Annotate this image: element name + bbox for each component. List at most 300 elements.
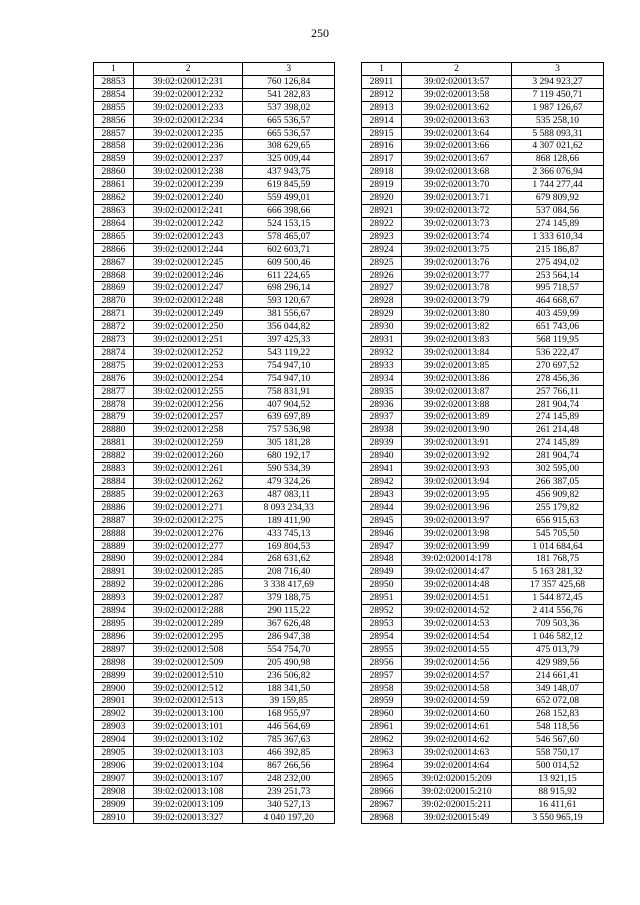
cadastral-value: 433 745,13 bbox=[243, 527, 335, 540]
row-number: 28946 bbox=[362, 527, 402, 540]
table-row bbox=[94, 204, 335, 217]
cadastral-value: 188 341,50 bbox=[243, 682, 335, 695]
cadastral-value: 257 766,11 bbox=[512, 385, 604, 398]
row-number: 28860 bbox=[94, 166, 134, 179]
table-row bbox=[362, 682, 604, 695]
cadastral-value: 1 544 872,45 bbox=[512, 592, 604, 605]
cadastral-value: 325 009,44 bbox=[243, 153, 335, 166]
cadastral-value: 593 120,67 bbox=[243, 295, 335, 308]
row-number: 28871 bbox=[94, 308, 134, 321]
row-number: 28940 bbox=[362, 450, 402, 463]
table-row bbox=[94, 643, 335, 656]
column-header-1: 1 bbox=[94, 63, 134, 76]
table-row bbox=[94, 772, 335, 785]
cadastral-number: 39:02:020014:58 bbox=[402, 682, 512, 695]
row-number: 28865 bbox=[94, 230, 134, 243]
table-row bbox=[362, 656, 604, 669]
row-number: 28925 bbox=[362, 256, 402, 269]
cadastral-value: 559 499,01 bbox=[243, 192, 335, 205]
cadastral-value: 1 744 277,44 bbox=[512, 179, 604, 192]
cadastral-number: 39:02:020013:97 bbox=[402, 514, 512, 527]
cadastral-number: 39:02:020015:209 bbox=[402, 772, 512, 785]
row-number: 28893 bbox=[94, 592, 134, 605]
cadastral-value: 867 266,56 bbox=[243, 759, 335, 772]
table-row bbox=[94, 256, 335, 269]
cadastral-value: 274 145,89 bbox=[512, 217, 604, 230]
table-row bbox=[362, 398, 604, 411]
cadastral-number: 39:02:020012:512 bbox=[133, 682, 243, 695]
table-row bbox=[362, 204, 604, 217]
cadastral-number: 39:02:020012:295 bbox=[133, 630, 243, 643]
cadastral-number: 39:02:020012:509 bbox=[133, 656, 243, 669]
cadastral-value: 340 527,13 bbox=[243, 798, 335, 811]
row-number: 28954 bbox=[362, 630, 402, 643]
cadastral-value: 290 115,22 bbox=[243, 605, 335, 618]
cadastral-value: 270 697,52 bbox=[512, 359, 604, 372]
cadastral-number: 39:02:020014:47 bbox=[402, 566, 512, 579]
row-number: 28897 bbox=[94, 643, 134, 656]
cadastral-value: 1 046 582,12 bbox=[512, 630, 604, 643]
cadastral-number: 39:02:020012:235 bbox=[133, 127, 243, 140]
cadastral-number: 39:02:020012:513 bbox=[133, 695, 243, 708]
cadastral-value: 1 333 610,34 bbox=[512, 230, 604, 243]
cadastral-value: 609 500,46 bbox=[243, 256, 335, 269]
table-header-row bbox=[94, 63, 335, 76]
row-number: 28926 bbox=[362, 269, 402, 282]
table-row bbox=[362, 540, 604, 553]
cadastral-value: 4 307 021,62 bbox=[512, 140, 604, 153]
cadastral-number: 39:02:020012:510 bbox=[133, 669, 243, 682]
column-header-3: 3 bbox=[243, 63, 335, 76]
cadastral-number: 39:02:020013:89 bbox=[402, 411, 512, 424]
cadastral-value: 558 750,17 bbox=[512, 747, 604, 760]
row-number: 28949 bbox=[362, 566, 402, 579]
table-row bbox=[362, 424, 604, 437]
table-row bbox=[362, 527, 604, 540]
table-row bbox=[362, 721, 604, 734]
table-row bbox=[362, 256, 604, 269]
row-number: 28916 bbox=[362, 140, 402, 153]
cadastral-number: 39:02:020013:95 bbox=[402, 488, 512, 501]
row-number: 28912 bbox=[362, 88, 402, 101]
cadastral-value: 205 490,98 bbox=[243, 656, 335, 669]
row-number: 28886 bbox=[94, 501, 134, 514]
cadastral-value: 666 398,66 bbox=[243, 204, 335, 217]
cadastral-number: 39:02:020012:508 bbox=[133, 643, 243, 656]
cadastral-number: 39:02:020012:256 bbox=[133, 398, 243, 411]
table-header-row bbox=[362, 63, 604, 76]
row-number: 28928 bbox=[362, 295, 402, 308]
cadastral-number: 39:02:020013:90 bbox=[402, 424, 512, 437]
row-number: 28878 bbox=[94, 398, 134, 411]
cadastral-number: 39:02:020013:98 bbox=[402, 527, 512, 540]
cadastral-value: 709 503,36 bbox=[512, 617, 604, 630]
cadastral-number: 39:02:020013:96 bbox=[402, 501, 512, 514]
cadastral-number: 39:02:020012:238 bbox=[133, 166, 243, 179]
row-number: 28863 bbox=[94, 204, 134, 217]
row-number: 28880 bbox=[94, 424, 134, 437]
table-row bbox=[94, 321, 335, 334]
cadastral-number: 39:02:020014:60 bbox=[402, 708, 512, 721]
row-number: 28937 bbox=[362, 411, 402, 424]
table-row bbox=[94, 747, 335, 760]
row-number: 28876 bbox=[94, 372, 134, 385]
row-number: 28959 bbox=[362, 695, 402, 708]
cadastral-number: 39:02:020014:52 bbox=[402, 605, 512, 618]
cadastral-number: 39:02:020012:234 bbox=[133, 114, 243, 127]
row-number: 28918 bbox=[362, 166, 402, 179]
cadastral-value: 248 232,00 bbox=[243, 772, 335, 785]
table-row bbox=[94, 501, 335, 514]
cadastral-number: 39:02:020014:62 bbox=[402, 734, 512, 747]
cadastral-value: 568 119,95 bbox=[512, 334, 604, 347]
row-number: 28947 bbox=[362, 540, 402, 553]
cadastral-number: 39:02:020013:107 bbox=[133, 772, 243, 785]
cadastral-number: 39:02:020013:100 bbox=[133, 708, 243, 721]
cadastral-value: 236 506,82 bbox=[243, 669, 335, 682]
cadastral-number: 39:02:020013:91 bbox=[402, 437, 512, 450]
cadastral-value: 39 159,85 bbox=[243, 695, 335, 708]
cadastral-value: 268 152,83 bbox=[512, 708, 604, 721]
cadastral-number: 39:02:020012:288 bbox=[133, 605, 243, 618]
table-row bbox=[362, 192, 604, 205]
table-row bbox=[94, 437, 335, 450]
row-number: 28933 bbox=[362, 359, 402, 372]
table-row bbox=[94, 75, 335, 88]
cadastral-value: 524 153,15 bbox=[243, 217, 335, 230]
cadastral-value: 8 093 234,33 bbox=[243, 501, 335, 514]
row-number: 28938 bbox=[362, 424, 402, 437]
cadastral-number: 39:02:020012:243 bbox=[133, 230, 243, 243]
cadastral-number: 39:02:020013:64 bbox=[402, 127, 512, 140]
cadastral-value: 261 214,48 bbox=[512, 424, 604, 437]
table-row bbox=[94, 669, 335, 682]
cadastral-number: 39:02:020012:254 bbox=[133, 372, 243, 385]
cadastral-value: 281 904,74 bbox=[512, 450, 604, 463]
table-row bbox=[94, 398, 335, 411]
cadastral-number: 39:02:020013:67 bbox=[402, 153, 512, 166]
table-row bbox=[94, 759, 335, 772]
cadastral-number: 39:02:020013:73 bbox=[402, 217, 512, 230]
row-number: 28866 bbox=[94, 243, 134, 256]
table-row bbox=[94, 630, 335, 643]
table-row bbox=[94, 579, 335, 592]
row-number: 28922 bbox=[362, 217, 402, 230]
cadastral-value: 546 567,60 bbox=[512, 734, 604, 747]
table-row bbox=[94, 656, 335, 669]
row-number: 28934 bbox=[362, 372, 402, 385]
table-row bbox=[94, 811, 335, 824]
cadastral-value: 407 904,52 bbox=[243, 398, 335, 411]
table-row bbox=[94, 798, 335, 811]
cadastral-number: 39:02:020013:88 bbox=[402, 398, 512, 411]
cadastral-value: 456 909,82 bbox=[512, 488, 604, 501]
cadastral-value: 214 661,41 bbox=[512, 669, 604, 682]
row-number: 28862 bbox=[94, 192, 134, 205]
table-row bbox=[94, 695, 335, 708]
row-number: 28879 bbox=[94, 411, 134, 424]
cadastral-value: 578 465,07 bbox=[243, 230, 335, 243]
cadastral-value: 754 947,10 bbox=[243, 372, 335, 385]
cadastral-value: 760 126,84 bbox=[243, 75, 335, 88]
row-number: 28892 bbox=[94, 579, 134, 592]
data-table-right bbox=[361, 62, 604, 824]
cadastral-number: 39:02:020012:275 bbox=[133, 514, 243, 527]
cadastral-value: 286 947,38 bbox=[243, 630, 335, 643]
table-row bbox=[94, 88, 335, 101]
table-row bbox=[94, 450, 335, 463]
cadastral-value: 500 014,52 bbox=[512, 759, 604, 772]
row-number: 28968 bbox=[362, 811, 402, 824]
cadastral-value: 995 718,57 bbox=[512, 282, 604, 295]
cadastral-value: 785 367,63 bbox=[243, 734, 335, 747]
row-number: 28921 bbox=[362, 204, 402, 217]
cadastral-number: 39:02:020013:77 bbox=[402, 269, 512, 282]
cadastral-number: 39:02:020013:327 bbox=[133, 811, 243, 824]
row-number: 28896 bbox=[94, 630, 134, 643]
cadastral-number: 39:02:020012:277 bbox=[133, 540, 243, 553]
cadastral-number: 39:02:020013:103 bbox=[133, 747, 243, 760]
row-number: 28945 bbox=[362, 514, 402, 527]
cadastral-number: 39:02:020014:59 bbox=[402, 695, 512, 708]
cadastral-value: 239 251,73 bbox=[243, 785, 335, 798]
cadastral-value: 302 595,00 bbox=[512, 463, 604, 476]
row-number: 28951 bbox=[362, 592, 402, 605]
cadastral-value: 381 556,67 bbox=[243, 308, 335, 321]
cadastral-number: 39:02:020014:178 bbox=[402, 553, 512, 566]
table-row bbox=[94, 359, 335, 372]
table-row bbox=[362, 785, 604, 798]
cadastral-number: 39:02:020012:232 bbox=[133, 88, 243, 101]
cadastral-value: 367 626,48 bbox=[243, 617, 335, 630]
cadastral-number: 39:02:020012:250 bbox=[133, 321, 243, 334]
cadastral-number: 39:02:020012:248 bbox=[133, 295, 243, 308]
row-number: 28859 bbox=[94, 153, 134, 166]
table-row bbox=[362, 592, 604, 605]
table-row bbox=[362, 514, 604, 527]
table-row bbox=[362, 114, 604, 127]
column-header-2: 2 bbox=[133, 63, 243, 76]
row-number: 28854 bbox=[94, 88, 134, 101]
cadastral-value: 679 809,92 bbox=[512, 192, 604, 205]
cadastral-number: 39:02:020012:262 bbox=[133, 476, 243, 489]
row-number: 28908 bbox=[94, 785, 134, 798]
row-number: 28907 bbox=[94, 772, 134, 785]
row-number: 28899 bbox=[94, 669, 134, 682]
cadastral-number: 39:02:020014:53 bbox=[402, 617, 512, 630]
cadastral-value: 757 536,98 bbox=[243, 424, 335, 437]
cadastral-value: 3 550 965,19 bbox=[512, 811, 604, 824]
table-row bbox=[362, 101, 604, 114]
row-number: 28904 bbox=[94, 734, 134, 747]
table-row bbox=[94, 476, 335, 489]
table-row bbox=[362, 747, 604, 760]
cadastral-value: 446 564,69 bbox=[243, 721, 335, 734]
row-number: 28895 bbox=[94, 617, 134, 630]
table-row bbox=[362, 88, 604, 101]
cadastral-value: 88 915,92 bbox=[512, 785, 604, 798]
cadastral-number: 39:02:020013:102 bbox=[133, 734, 243, 747]
row-number: 28898 bbox=[94, 656, 134, 669]
row-number: 28902 bbox=[94, 708, 134, 721]
cadastral-value: 5 588 093,31 bbox=[512, 127, 604, 140]
cadastral-number: 39:02:020012:276 bbox=[133, 527, 243, 540]
cadastral-number: 39:02:020013:72 bbox=[402, 204, 512, 217]
row-number: 28923 bbox=[362, 230, 402, 243]
cadastral-value: 536 222,47 bbox=[512, 346, 604, 359]
cadastral-value: 13 921,15 bbox=[512, 772, 604, 785]
cadastral-number: 39:02:020012:260 bbox=[133, 450, 243, 463]
row-number: 28917 bbox=[362, 153, 402, 166]
cadastral-number: 39:02:020012:255 bbox=[133, 385, 243, 398]
row-number: 28882 bbox=[94, 450, 134, 463]
cadastral-number: 39:02:020012:286 bbox=[133, 579, 243, 592]
row-number: 28864 bbox=[94, 217, 134, 230]
cadastral-value: 189 411,90 bbox=[243, 514, 335, 527]
row-number: 28957 bbox=[362, 669, 402, 682]
row-number: 28875 bbox=[94, 359, 134, 372]
cadastral-number: 39:02:020012:263 bbox=[133, 488, 243, 501]
cadastral-value: 215 186,87 bbox=[512, 243, 604, 256]
table-row bbox=[362, 359, 604, 372]
row-number: 28872 bbox=[94, 321, 134, 334]
row-number: 28944 bbox=[362, 501, 402, 514]
cadastral-number: 39:02:020012:231 bbox=[133, 75, 243, 88]
row-number: 28888 bbox=[94, 527, 134, 540]
row-number: 28943 bbox=[362, 488, 402, 501]
table-row bbox=[94, 385, 335, 398]
row-number: 28962 bbox=[362, 734, 402, 747]
row-number: 28869 bbox=[94, 282, 134, 295]
cadastral-value: 466 392,85 bbox=[243, 747, 335, 760]
table-row bbox=[94, 617, 335, 630]
cadastral-number: 39:02:020012:253 bbox=[133, 359, 243, 372]
table-row bbox=[362, 501, 604, 514]
row-number: 28868 bbox=[94, 269, 134, 282]
table-row bbox=[362, 450, 604, 463]
table-row bbox=[94, 282, 335, 295]
cadastral-number: 39:02:020013:66 bbox=[402, 140, 512, 153]
cadastral-value: 349 148,07 bbox=[512, 682, 604, 695]
row-number: 28942 bbox=[362, 476, 402, 489]
cadastral-value: 281 904,74 bbox=[512, 398, 604, 411]
cadastral-value: 2 366 076,94 bbox=[512, 166, 604, 179]
table-row bbox=[362, 617, 604, 630]
cadastral-value: 1 014 684,64 bbox=[512, 540, 604, 553]
table-row bbox=[362, 759, 604, 772]
row-number: 28887 bbox=[94, 514, 134, 527]
row-number: 28956 bbox=[362, 656, 402, 669]
table-row bbox=[362, 230, 604, 243]
row-number: 28931 bbox=[362, 334, 402, 347]
cadastral-number: 39:02:020013:62 bbox=[402, 101, 512, 114]
data-table-left bbox=[93, 62, 335, 824]
table-row bbox=[362, 75, 604, 88]
table-row bbox=[94, 708, 335, 721]
cadastral-value: 17 357 425,68 bbox=[512, 579, 604, 592]
row-number: 28877 bbox=[94, 385, 134, 398]
row-number: 28855 bbox=[94, 101, 134, 114]
table-row bbox=[94, 527, 335, 540]
table-body-right bbox=[362, 75, 604, 824]
row-number: 28913 bbox=[362, 101, 402, 114]
cadastral-value: 651 743,06 bbox=[512, 321, 604, 334]
row-number: 28952 bbox=[362, 605, 402, 618]
row-number: 28936 bbox=[362, 398, 402, 411]
table-row bbox=[362, 334, 604, 347]
table-row bbox=[94, 269, 335, 282]
cadastral-number: 39:02:020013:79 bbox=[402, 295, 512, 308]
cadastral-number: 39:02:020012:287 bbox=[133, 592, 243, 605]
cadastral-value: 266 387,05 bbox=[512, 476, 604, 489]
table-row bbox=[94, 334, 335, 347]
table-row bbox=[362, 553, 604, 566]
cadastral-number: 39:02:020013:101 bbox=[133, 721, 243, 734]
table-row bbox=[362, 179, 604, 192]
row-number: 28873 bbox=[94, 334, 134, 347]
row-number: 28894 bbox=[94, 605, 134, 618]
row-number: 28927 bbox=[362, 282, 402, 295]
row-number: 28935 bbox=[362, 385, 402, 398]
cadastral-number: 39:02:020012:247 bbox=[133, 282, 243, 295]
table-row bbox=[362, 669, 604, 682]
cadastral-number: 39:02:020013:57 bbox=[402, 75, 512, 88]
cadastral-number: 39:02:020012:233 bbox=[133, 101, 243, 114]
cadastral-value: 758 831,91 bbox=[243, 385, 335, 398]
table-row bbox=[94, 179, 335, 192]
table-row bbox=[362, 566, 604, 579]
table-row bbox=[94, 721, 335, 734]
cadastral-value: 168 955,97 bbox=[243, 708, 335, 721]
cadastral-number: 39:02:020012:257 bbox=[133, 411, 243, 424]
table-row bbox=[94, 346, 335, 359]
cadastral-value: 2 414 556,76 bbox=[512, 605, 604, 618]
table-row bbox=[362, 798, 604, 811]
table-row bbox=[362, 734, 604, 747]
table-row bbox=[94, 101, 335, 114]
cadastral-value: 680 192,17 bbox=[243, 450, 335, 463]
cadastral-number: 39:02:020014:48 bbox=[402, 579, 512, 592]
cadastral-value: 652 072,08 bbox=[512, 695, 604, 708]
table-body-left bbox=[94, 75, 335, 824]
column-header-1: 1 bbox=[362, 63, 402, 76]
cadastral-number: 39:02:020012:239 bbox=[133, 179, 243, 192]
row-number: 28932 bbox=[362, 346, 402, 359]
table-row bbox=[362, 695, 604, 708]
row-number: 28885 bbox=[94, 488, 134, 501]
cadastral-value: 545 705,50 bbox=[512, 527, 604, 540]
table-row bbox=[94, 682, 335, 695]
cadastral-number: 39:02:020014:54 bbox=[402, 630, 512, 643]
table-row bbox=[362, 282, 604, 295]
row-number: 28967 bbox=[362, 798, 402, 811]
cadastral-number: 39:02:020012:251 bbox=[133, 334, 243, 347]
cadastral-number: 39:02:020015:211 bbox=[402, 798, 512, 811]
cadastral-number: 39:02:020013:104 bbox=[133, 759, 243, 772]
row-number: 28901 bbox=[94, 695, 134, 708]
cadastral-value: 537 398,02 bbox=[243, 101, 335, 114]
table-row bbox=[362, 372, 604, 385]
cadastral-value: 253 564,14 bbox=[512, 269, 604, 282]
cadastral-number: 39:02:020013:84 bbox=[402, 346, 512, 359]
cadastral-number: 39:02:020012:259 bbox=[133, 437, 243, 450]
row-number: 28920 bbox=[362, 192, 402, 205]
cadastral-number: 39:02:020012:249 bbox=[133, 308, 243, 321]
row-number: 28930 bbox=[362, 321, 402, 334]
cadastral-number: 39:02:020014:63 bbox=[402, 747, 512, 760]
cadastral-value: 541 282,83 bbox=[243, 88, 335, 101]
table-row bbox=[94, 605, 335, 618]
